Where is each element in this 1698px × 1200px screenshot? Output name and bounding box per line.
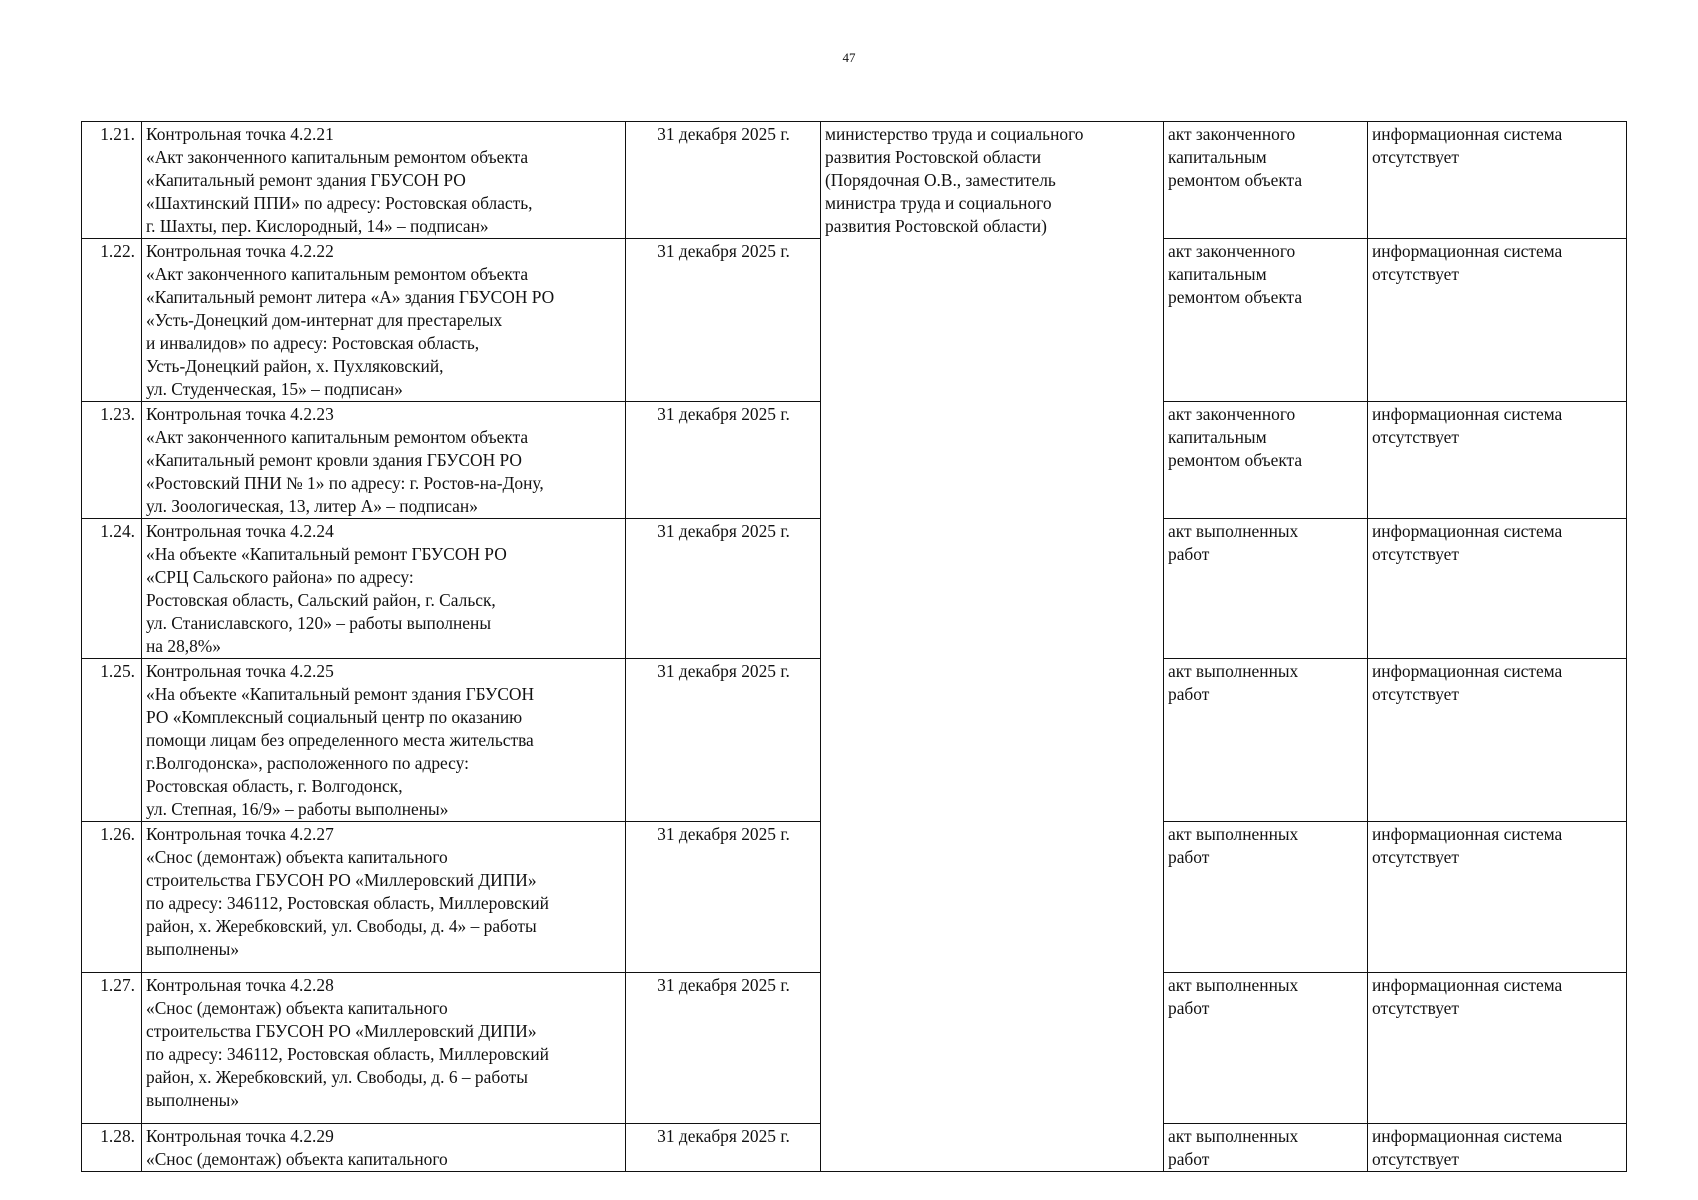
document-type (1164, 822, 1368, 973)
control-point-description-line: г.Волгодонска», расположенного по адресу: (146, 753, 469, 773)
control-point-description-line: «Ростовский ПНИ № 1» по адресу: г. Ростов-на-Дону, (146, 473, 544, 493)
table-row (82, 122, 1627, 239)
document-type-line: акт законченного (1168, 404, 1296, 424)
document-type (1164, 519, 1368, 659)
document-type-line: акт законченного (1168, 124, 1296, 144)
control-point-description-line: Контрольная точка 4.2.28 (146, 975, 334, 995)
control-point-description-line: строительства ГБУСОН РО «Миллеровский ДИПИ» (146, 1021, 537, 1041)
control-point-description-line: строительства ГБУСОН РО «Миллеровский ДИПИ» (146, 870, 537, 890)
row-number: 1.23. (82, 402, 142, 519)
control-point-description (142, 239, 626, 402)
document-type (1164, 239, 1368, 402)
information-system-line: отсутствует (1372, 998, 1459, 1018)
control-point-description-line: выполнены» (146, 939, 240, 959)
control-point-description-line: «Снос (демонтаж) объекта капитального (146, 847, 448, 867)
page-number: 47 (842, 50, 856, 65)
responsible-executor-line: развития Ростовской области (825, 147, 1042, 167)
control-point-description-line: Усть-Донецкий район, х. Пухляковский, (146, 356, 444, 376)
control-point-description-line: Ростовская область, Сальский район, г. Сальск, (146, 590, 496, 610)
document-type-line: акт выполненных (1168, 521, 1299, 541)
information-system (1368, 402, 1627, 519)
document-type (1164, 659, 1368, 822)
control-point-description-line: «Капитальный ремонт здания ГБУСОН РО (146, 170, 466, 190)
control-point-description-line: и инвалидов» по адресу: Ростовская область, (146, 333, 480, 353)
information-system (1368, 122, 1627, 239)
information-system (1368, 822, 1627, 973)
information-system-line: информационная система (1372, 975, 1563, 995)
control-point-description-line: район, х. Жеребковский, ул. Свободы, д. 4» – работы (146, 916, 537, 936)
control-point-description (142, 519, 626, 659)
responsible-executor (821, 122, 1164, 1172)
control-point-description (142, 822, 626, 973)
control-point-description-line: по адресу: 346112, Ростовская область, Миллеровский (146, 893, 549, 913)
document-type-line: работ (1168, 1149, 1210, 1169)
document-type-line: акт выполненных (1168, 661, 1299, 681)
document-type (1164, 122, 1368, 239)
responsible-executor-line: министерство труда и социального (825, 124, 1084, 144)
control-point-description-line: «СРЦ Сальского района» по адресу: (146, 567, 414, 587)
control-point-description-line: Контрольная точка 4.2.23 (146, 404, 334, 424)
control-point-description-line: «Акт законченного капитальным ремонтом объекта (146, 264, 529, 284)
document-type (1164, 1124, 1368, 1172)
control-point-description (142, 122, 626, 239)
control-point-description (142, 973, 626, 1124)
responsible-executor-line: министра труда и социального (825, 193, 1052, 213)
document-type-line: акт выполненных (1168, 1126, 1299, 1146)
information-system-line: отсутствует (1372, 684, 1459, 704)
control-point-description-line: ул. Студенческая, 15» – подписан» (146, 379, 403, 399)
information-system (1368, 973, 1627, 1124)
control-point-description-line: Контрольная точка 4.2.22 (146, 241, 334, 261)
control-point-description-line: «Снос (демонтаж) объекта капитального (146, 1149, 448, 1169)
information-system (1368, 1124, 1627, 1172)
information-system-line: отсутствует (1372, 427, 1459, 447)
document-type-line: работ (1168, 847, 1210, 867)
control-point-description-line: «Акт законченного капитальным ремонтом объекта (146, 427, 529, 447)
control-points-table (81, 121, 1627, 1172)
control-point-description-line: «Усть-Донецкий дом-интернат для престарелых (146, 310, 503, 330)
document-type-line: ремонтом объекта (1168, 170, 1303, 190)
control-point-description-line: Контрольная точка 4.2.29 (146, 1126, 334, 1146)
deadline-date: 31 декабря 2025 г. (626, 1124, 821, 1172)
information-system (1368, 519, 1627, 659)
information-system-line: отсутствует (1372, 264, 1459, 284)
control-point-description-line: «Шахтинский ППИ» по адресу: Ростовская область, (146, 193, 533, 213)
control-point-description-line: «Акт законченного капитальным ремонтом объекта (146, 147, 529, 167)
control-point-description-line: РО «Комплексный социальный центр по оказанию (146, 707, 523, 727)
document-type-line: ремонтом объекта (1168, 450, 1303, 470)
information-system-line: информационная система (1372, 1126, 1563, 1146)
control-point-description-line: ул. Степная, 16/9» – работы выполнены» (146, 799, 449, 819)
information-system-line: отсутствует (1372, 847, 1459, 867)
document-type-line: работ (1168, 684, 1210, 704)
row-number: 1.25. (82, 659, 142, 822)
deadline-date: 31 декабря 2025 г. (626, 519, 821, 659)
row-number: 1.27. (82, 973, 142, 1124)
information-system-line: информационная система (1372, 824, 1563, 844)
document-type-line: работ (1168, 544, 1210, 564)
control-point-description-line: «Капитальный ремонт литера «А» здания ГБУСОН РО (146, 287, 555, 307)
information-system (1368, 239, 1627, 402)
control-point-description-line: ул. Станиславского, 120» – работы выполнены (146, 613, 492, 633)
control-point-description-line: «На объекте «Капитальный ремонт ГБУСОН РО (146, 544, 507, 564)
control-point-description-line: Контрольная точка 4.2.21 (146, 124, 334, 144)
document-type-line: ремонтом объекта (1168, 287, 1303, 307)
row-number: 1.24. (82, 519, 142, 659)
information-system (1368, 659, 1627, 822)
control-point-description-line: Контрольная точка 4.2.24 (146, 521, 334, 541)
information-system-line: отсутствует (1372, 1149, 1459, 1169)
responsible-executor-line: (Порядочная О.В., заместитель (825, 170, 1056, 190)
table-body (82, 122, 1627, 1172)
deadline-date: 31 декабря 2025 г. (626, 659, 821, 822)
information-system-line: информационная система (1372, 404, 1563, 424)
document-type-line: акт выполненных (1168, 824, 1299, 844)
document-type-line: акт выполненных (1168, 975, 1299, 995)
information-system-line: информационная система (1372, 521, 1563, 541)
document-type-line: капитальным (1168, 427, 1267, 447)
control-point-description-line: Ростовская область, г. Волгодонск, (146, 776, 403, 796)
document-type-line: акт законченного (1168, 241, 1296, 261)
document-type-line: работ (1168, 998, 1210, 1018)
document-type-line: капитальным (1168, 264, 1267, 284)
deadline-date: 31 декабря 2025 г. (626, 822, 821, 973)
document-type-line: капитальным (1168, 147, 1267, 167)
control-point-description (142, 1124, 626, 1172)
information-system-line: информационная система (1372, 241, 1563, 261)
document-type (1164, 973, 1368, 1124)
control-point-description-line: по адресу: 346112, Ростовская область, Миллеровский (146, 1044, 549, 1064)
deadline-date: 31 декабря 2025 г. (626, 239, 821, 402)
responsible-executor-line: развития Ростовской области) (825, 216, 1047, 236)
control-point-description-line: ул. Зоологическая, 13, литер А» – подписан» (146, 496, 478, 516)
control-point-description (142, 659, 626, 822)
row-number: 1.28. (82, 1124, 142, 1172)
control-point-description-line: г. Шахты, пер. Кислородный, 14» – подписан» (146, 216, 489, 236)
information-system-line: информационная система (1372, 124, 1563, 144)
deadline-date: 31 декабря 2025 г. (626, 122, 821, 239)
control-point-description-line: район, х. Жеребковский, ул. Свободы, д. 6 – работы (146, 1067, 528, 1087)
information-system-line: отсутствует (1372, 544, 1459, 564)
control-point-description-line: Контрольная точка 4.2.25 (146, 661, 334, 681)
deadline-date: 31 декабря 2025 г. (626, 402, 821, 519)
row-number: 1.26. (82, 822, 142, 973)
control-point-description-line: на 28,8%» (146, 636, 221, 656)
information-system-line: отсутствует (1372, 147, 1459, 167)
control-point-description-line: «Капитальный ремонт кровли здания ГБУСОН РО (146, 450, 522, 470)
row-number: 1.22. (82, 239, 142, 402)
control-point-description-line: выполнены» (146, 1090, 240, 1110)
deadline-date: 31 декабря 2025 г. (626, 973, 821, 1124)
information-system-line: информационная система (1372, 661, 1563, 681)
control-point-description-line: «Снос (демонтаж) объекта капитального (146, 998, 448, 1018)
control-point-description-line: помощи лицам без определенного места жительства (146, 730, 534, 750)
document-type (1164, 402, 1368, 519)
row-number: 1.21. (82, 122, 142, 239)
control-point-description (142, 402, 626, 519)
control-point-description-line: «На объекте «Капитальный ремонт здания ГБУСОН (146, 684, 535, 704)
control-point-description-line: Контрольная точка 4.2.27 (146, 824, 334, 844)
